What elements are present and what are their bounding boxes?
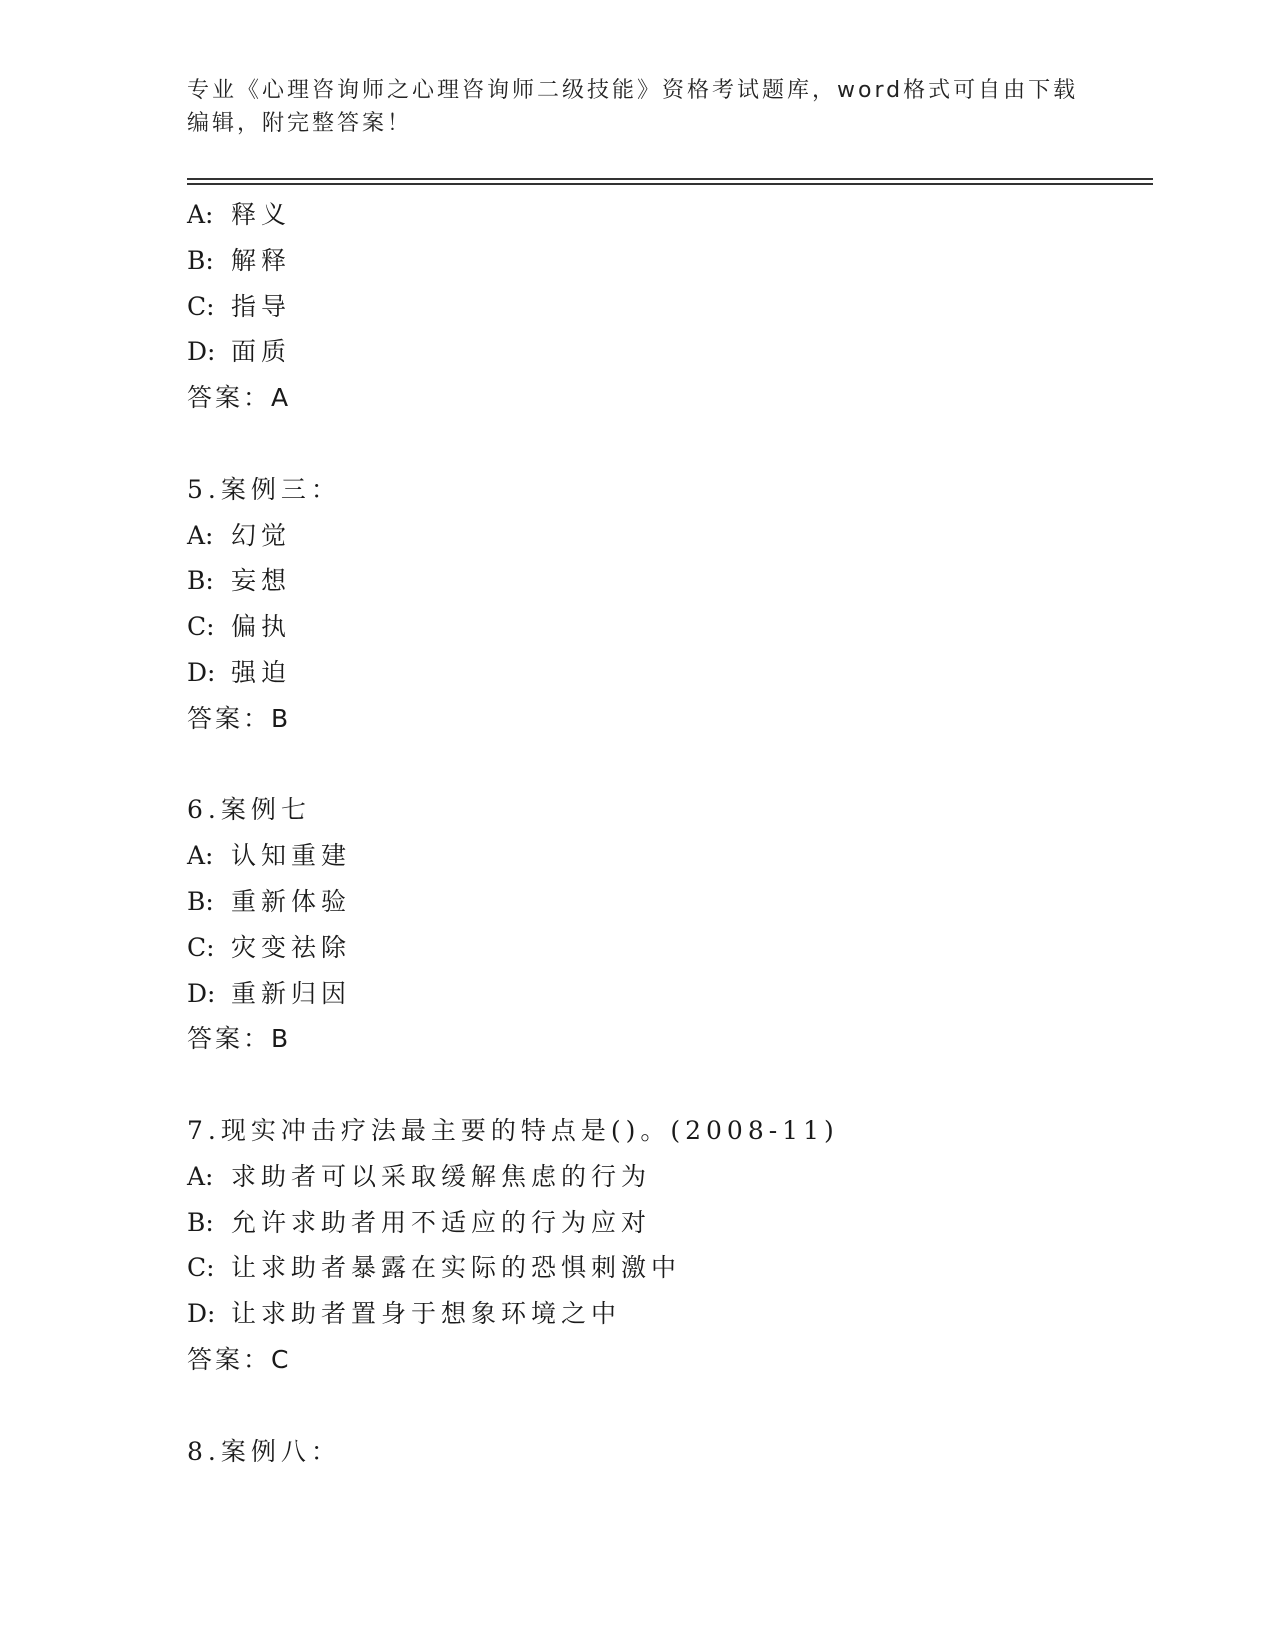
header-divider-top <box>187 178 1153 180</box>
option-c <box>187 1245 1147 1291</box>
option-letter: B: <box>187 245 214 275</box>
option-text: 释义 <box>231 200 292 229</box>
option-text: 偏执 <box>231 612 292 642</box>
option-letter: A: <box>187 1161 214 1191</box>
option-d <box>187 1291 1147 1337</box>
option-letter: D: <box>187 1299 216 1329</box>
option-text: 重新归因 <box>231 978 352 1008</box>
option-c <box>187 284 1147 330</box>
option-text: 指导 <box>231 291 292 321</box>
option-letter: A: <box>187 520 214 550</box>
option-letter: C: <box>187 612 215 642</box>
option-b <box>187 1200 1147 1246</box>
option-d <box>187 971 1147 1017</box>
option-d <box>187 329 1147 375</box>
question-list <box>187 192 1147 1474</box>
option-text: 让求助者暴露在实际的恐惧刺激中 <box>231 1253 682 1283</box>
option-text: 重新体验 <box>231 886 352 916</box>
option-text: 幻觉 <box>231 520 292 550</box>
option-a <box>187 1154 1147 1200</box>
option-c <box>187 925 1147 971</box>
header-line-2: 编辑，附完整答案！ <box>187 111 413 136</box>
option-letter: C: <box>187 291 215 321</box>
option-a <box>187 513 1147 559</box>
option-text: 认知重建 <box>231 841 352 871</box>
answer-line: 答案：C <box>187 1344 292 1374</box>
option-text: 灾变祛除 <box>231 932 352 962</box>
option-letter: B: <box>187 1207 214 1237</box>
option-letter: C: <box>187 932 215 962</box>
option-letter: A: <box>187 200 214 229</box>
answer-line: 答案：B <box>187 703 292 733</box>
option-text: 强迫 <box>231 657 292 687</box>
option-text: 妄想 <box>231 566 292 596</box>
question-8 <box>187 1429 1147 1475</box>
option-letter: C: <box>187 1253 215 1283</box>
option-c <box>187 604 1147 650</box>
question-4 <box>187 192 1147 421</box>
option-d <box>187 650 1147 696</box>
question-title: 7.现实冲击疗法最主要的特点是()。(2008-11) <box>187 1115 839 1145</box>
header-line-1: 专业《心理咨询师之心理咨询师二级技能》资格考试题库，word格式可自由下载 <box>187 78 1079 103</box>
option-text: 让求助者置身于想象环境之中 <box>231 1299 622 1329</box>
spacer <box>187 1383 1147 1429</box>
option-letter: D: <box>187 337 216 367</box>
option-letter: D: <box>187 657 216 687</box>
option-a <box>187 833 1147 879</box>
option-text: 求助者可以采取缓解焦虑的行为 <box>231 1161 652 1191</box>
option-text: 解释 <box>231 245 292 275</box>
spacer <box>187 421 1147 467</box>
answer-line: 答案：A <box>187 383 292 413</box>
question-title: 6.案例七 <box>187 795 311 825</box>
option-b <box>187 879 1147 925</box>
option-letter: B: <box>187 566 214 596</box>
option-b <box>187 558 1147 604</box>
answer-line: 答案：B <box>187 1024 292 1054</box>
question-title: 8.案例八： <box>187 1436 341 1466</box>
question-title: 5.案例三： <box>187 474 341 504</box>
option-letter: D: <box>187 978 216 1008</box>
option-a <box>187 192 1147 238</box>
option-b <box>187 238 1147 284</box>
spacer <box>187 742 1147 788</box>
option-text: 允许求助者用不适应的行为应对 <box>231 1207 652 1237</box>
question-7 <box>187 1108 1147 1383</box>
spacer <box>187 1062 1147 1108</box>
header-divider-bottom <box>187 183 1153 185</box>
question-6 <box>187 787 1147 1062</box>
option-text: 面质 <box>231 337 292 367</box>
document-header <box>187 74 1087 140</box>
option-letter: B: <box>187 886 214 916</box>
option-letter: A: <box>187 841 214 871</box>
question-5 <box>187 467 1147 742</box>
